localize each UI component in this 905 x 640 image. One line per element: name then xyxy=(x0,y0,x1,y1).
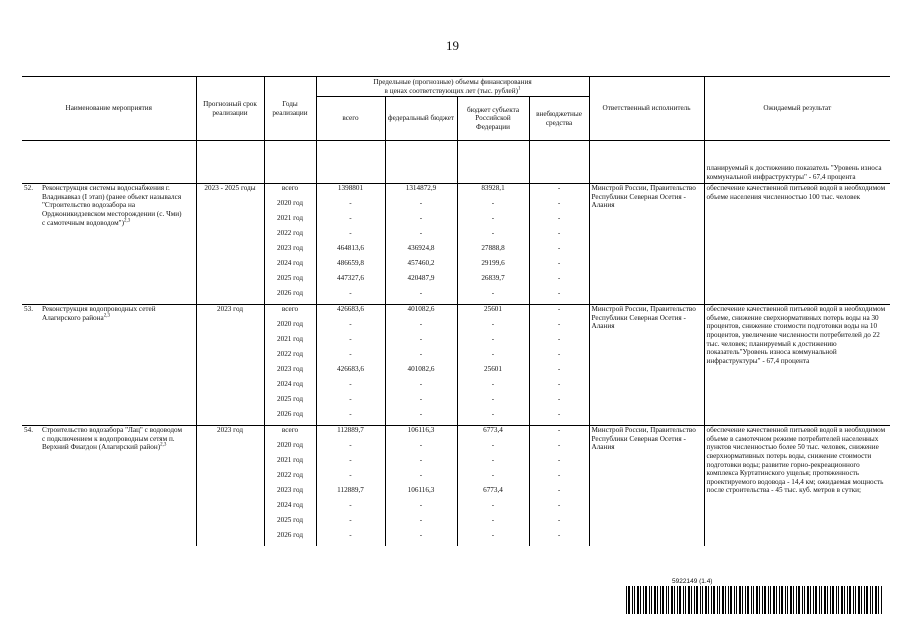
barcode-bar xyxy=(770,586,771,614)
barcode-bar xyxy=(773,586,775,614)
offbudget-cell: - xyxy=(529,274,589,289)
barcode-bar xyxy=(841,586,843,614)
barcode-bar xyxy=(708,586,709,614)
subject-cell: - xyxy=(457,501,529,516)
federal-cell: - xyxy=(385,501,457,516)
barcode-bar xyxy=(700,586,701,614)
barcode-bar xyxy=(793,586,794,614)
barcode-bar xyxy=(628,586,630,614)
year-cell: 2026 год xyxy=(264,410,316,426)
barcode-bar xyxy=(881,586,882,614)
barcode-bar xyxy=(736,586,737,614)
subject-cell: 6773,4 xyxy=(457,426,529,442)
barcode-bar xyxy=(657,586,658,614)
subject-cell: - xyxy=(457,229,529,244)
total-cell: - xyxy=(316,395,385,410)
barcode-bar xyxy=(691,586,692,614)
offbudget-cell: - xyxy=(529,456,589,471)
total-cell: 426683,6 xyxy=(316,305,385,321)
barcode-image xyxy=(624,586,886,614)
barcode-bar xyxy=(683,586,684,614)
federal-cell: 106116,3 xyxy=(385,486,457,501)
year-cell: 2020 год xyxy=(264,441,316,456)
item-name-cell xyxy=(22,184,196,305)
barcode-bar xyxy=(753,586,754,614)
year-cell: 2020 год xyxy=(264,199,316,214)
barcode-bar xyxy=(838,586,839,614)
continuation-row xyxy=(22,141,890,184)
barcode-bar xyxy=(790,586,792,614)
total-cell: 112889,7 xyxy=(316,426,385,442)
barcode-bar xyxy=(855,586,856,614)
year-cell: 2025 год xyxy=(264,395,316,410)
header-years: Годы реализации xyxy=(264,77,316,141)
year-cell: 2025 год xyxy=(264,516,316,531)
total-cell: - xyxy=(316,214,385,229)
offbudget-cell: - xyxy=(529,471,589,486)
subject-cell: 25601 xyxy=(457,365,529,380)
item-number: 53. xyxy=(24,305,33,314)
barcode-bar xyxy=(694,586,695,614)
item-term: 2023 - 2025 годы xyxy=(196,184,264,305)
total-cell: - xyxy=(316,380,385,395)
offbudget-cell: - xyxy=(529,350,589,365)
barcode-bar xyxy=(634,586,635,614)
header-funding-line2: в ценах соответствующих лет (тыс. рублей) xyxy=(384,86,518,95)
barcode-bar xyxy=(688,586,690,614)
subject-cell: - xyxy=(457,410,529,426)
barcode-bar xyxy=(858,586,860,614)
subject-cell: - xyxy=(457,320,529,335)
barcode-bar xyxy=(762,586,763,614)
year-cell: всего xyxy=(264,184,316,200)
barcode-bar xyxy=(728,586,729,614)
federal-cell: 106116,3 xyxy=(385,426,457,442)
total-cell: - xyxy=(316,531,385,546)
year-cell: 2025 год xyxy=(264,274,316,289)
barcode-bar xyxy=(866,586,868,614)
barcode-bar xyxy=(807,586,809,614)
total-cell: - xyxy=(316,471,385,486)
barcode-bar xyxy=(679,586,681,614)
continuation-text: планируемый к достижению показатель "Уровень износа коммунальной инфраструктуры" - 67,4 процента xyxy=(704,141,890,184)
barcode-bar xyxy=(764,586,766,614)
barcode-bar xyxy=(645,586,647,614)
barcode-bar xyxy=(713,586,715,614)
barcode-bar xyxy=(677,586,678,614)
subject-cell: - xyxy=(457,214,529,229)
total-cell: - xyxy=(316,456,385,471)
total-cell: - xyxy=(316,441,385,456)
federal-cell: - xyxy=(385,516,457,531)
page-number: 19 xyxy=(446,38,459,53)
offbudget-cell: - xyxy=(529,259,589,274)
subject-cell: 6773,4 xyxy=(457,486,529,501)
barcode-bar xyxy=(796,586,797,614)
subject-cell: 29199,6 xyxy=(457,259,529,274)
subject-cell: - xyxy=(457,456,529,471)
item-result: обеспечение качественной питьевой водой в необходимом объеме в самотечном режиме потребителей населенных пунктов численностью более 50 тыс. человек, снижение сверхнормативных потерь воды, снижение стоимости подготовки воды; развитие горно-рекреационного комплекса Куртатинского ущелья; протяженность проектируемого водовода - 14,4 км; ожидаемая мощность после строительства - 45 тыс. куб. метров в сутки; xyxy=(704,426,890,547)
federal-cell: 401082,6 xyxy=(385,365,457,380)
barcode-bar xyxy=(864,586,865,614)
total-cell: - xyxy=(316,289,385,305)
item-executor: Минстрой России, Правительство Республики Северная Осетия - Алания xyxy=(589,184,704,305)
offbudget-cell: - xyxy=(529,426,589,442)
item-executor: Минстрой России, Правительство Республики Северная Осетия - Алания xyxy=(589,426,704,547)
subject-cell: - xyxy=(457,199,529,214)
barcode-bar xyxy=(781,586,783,614)
barcode-bar xyxy=(734,586,735,614)
barcode-bar xyxy=(779,586,780,614)
federal-cell: - xyxy=(385,441,457,456)
total-cell: - xyxy=(316,335,385,350)
item-name-wrap xyxy=(42,184,182,227)
offbudget-cell: - xyxy=(529,244,589,259)
barcode-bar xyxy=(654,586,656,614)
year-cell: 2021 год xyxy=(264,214,316,229)
table-row xyxy=(22,426,890,442)
barcode-bar xyxy=(821,586,822,614)
subject-cell: - xyxy=(457,395,529,410)
barcode-bar xyxy=(787,586,788,614)
barcode-bar xyxy=(685,586,686,614)
barcode-bar xyxy=(632,586,633,614)
year-cell: 2021 год xyxy=(264,456,316,471)
header-funding xyxy=(316,77,589,97)
total-cell: 426683,6 xyxy=(316,365,385,380)
federal-cell: - xyxy=(385,320,457,335)
federal-cell: - xyxy=(385,214,457,229)
barcode-bar xyxy=(802,586,803,614)
offbudget-cell: - xyxy=(529,380,589,395)
federal-cell: 457460,2 xyxy=(385,259,457,274)
barcode-bar xyxy=(785,586,786,614)
year-cell: 2024 год xyxy=(264,259,316,274)
year-cell: 2026 год xyxy=(264,531,316,546)
offbudget-cell: - xyxy=(529,531,589,546)
barcode-bar xyxy=(745,586,746,614)
total-cell: 1398801 xyxy=(316,184,385,200)
barcode-bar xyxy=(739,586,741,614)
item-result: обеспечение качественной питьевой водой в необходимом объеме населения численностью 100 тыс. человек xyxy=(704,184,890,305)
barcode-bar xyxy=(666,586,667,614)
header-funding-line1: Предельные (прогнозные) объемы финансирования xyxy=(373,78,532,86)
funding-table xyxy=(22,76,890,546)
year-cell: 2023 год xyxy=(264,365,316,380)
year-cell: 2021 год xyxy=(264,335,316,350)
subject-cell: - xyxy=(457,441,529,456)
item-result: обеспечение качественной питьевой водой в необходимом объеме, снижение сверхнормативных потерь воды на 30 процентов, снижение стоимости подготовки воды на 10 процентов, увеличение численности потребителей до 22 тыс. человек; планируемый к достижению показатель"Уровень износа коммунальной инфраструктуры" - 67,4 процента xyxy=(704,305,890,426)
barcode-bar xyxy=(798,586,800,614)
barcode-bar xyxy=(722,586,724,614)
total-cell: 464813,6 xyxy=(316,244,385,259)
barcode-bar xyxy=(870,586,871,614)
offbudget-cell: - xyxy=(529,199,589,214)
federal-cell: 1314872,9 xyxy=(385,184,457,200)
barcode-bar xyxy=(853,586,854,614)
offbudget-cell: - xyxy=(529,320,589,335)
barcode-bar xyxy=(756,586,758,614)
total-cell: 447327,6 xyxy=(316,274,385,289)
barcode-bar xyxy=(872,586,873,614)
offbudget-cell: - xyxy=(529,184,589,200)
barcode-bar xyxy=(810,586,811,614)
header-term: Прогнозный срок реализации xyxy=(196,77,264,141)
subject-cell: - xyxy=(457,380,529,395)
year-cell: 2022 год xyxy=(264,229,316,244)
barcode-bar xyxy=(815,586,817,614)
barcode-number: 5922149 (1.4) xyxy=(672,578,713,585)
item-name: Реконструкция системы водоснабжения г. Владикавказ (I этап) (ранее объект назывался "Строительство водозабора на Орджоникидзевском месторождении (с. Чми) с самотечным водоводом") xyxy=(42,184,182,227)
item-name-cell xyxy=(22,305,196,426)
barcode-bar xyxy=(849,586,851,614)
total-cell: - xyxy=(316,410,385,426)
barcode-bar xyxy=(813,586,814,614)
header-executor: Ответственный исполнитель xyxy=(589,77,704,141)
year-cell: 2024 год xyxy=(264,380,316,395)
barcode-bar xyxy=(878,586,879,614)
barcode-bar xyxy=(819,586,820,614)
barcode-bar xyxy=(674,586,675,614)
offbudget-cell: - xyxy=(529,289,589,305)
item-name-cell xyxy=(22,426,196,547)
federal-cell: - xyxy=(385,229,457,244)
federal-cell: 420487,9 xyxy=(385,274,457,289)
barcode-bar xyxy=(696,586,698,614)
header-funding-sup: 1 xyxy=(517,86,521,92)
offbudget-cell: - xyxy=(529,395,589,410)
item-name: Реконструкция водопроводных сетей Алагирского района xyxy=(42,305,156,322)
header-total: всего xyxy=(316,97,385,141)
federal-cell: - xyxy=(385,335,457,350)
subject-cell: - xyxy=(457,289,529,305)
offbudget-cell: - xyxy=(529,501,589,516)
total-cell: 486659,8 xyxy=(316,259,385,274)
offbudget-cell: - xyxy=(529,214,589,229)
offbudget-cell: - xyxy=(529,486,589,501)
total-cell: - xyxy=(316,229,385,244)
barcode-bar xyxy=(742,586,743,614)
barcode-bar xyxy=(751,586,752,614)
year-cell: 2020 год xyxy=(264,320,316,335)
barcode-bar xyxy=(637,586,639,614)
barcode-bar xyxy=(730,586,732,614)
barcode-bar xyxy=(861,586,862,614)
federal-cell: - xyxy=(385,289,457,305)
header-offbudget: внебюджетные средства xyxy=(529,97,589,141)
federal-cell: - xyxy=(385,350,457,365)
subject-cell: 83928,1 xyxy=(457,184,529,200)
total-cell: - xyxy=(316,350,385,365)
item-number: 52. xyxy=(24,184,33,193)
barcode-bar xyxy=(830,586,831,614)
year-cell: 2024 год xyxy=(264,501,316,516)
total-cell: - xyxy=(316,501,385,516)
year-cell: 2026 год xyxy=(264,289,316,305)
barcode-bar xyxy=(705,586,707,614)
subject-cell: - xyxy=(457,471,529,486)
barcode-bar xyxy=(717,586,718,614)
barcode-bar xyxy=(660,586,661,614)
barcode-bar xyxy=(662,586,664,614)
barcode-bar xyxy=(759,586,760,614)
federal-cell: - xyxy=(385,456,457,471)
table-row xyxy=(22,305,890,321)
offbudget-cell: - xyxy=(529,229,589,244)
header-result: Ожидаемый результат xyxy=(704,77,890,141)
total-cell: - xyxy=(316,199,385,214)
item-name-footnote: 2,3 xyxy=(160,442,167,448)
item-executor: Минстрой России, Правительство Республики Северная Осетия - Алания xyxy=(589,305,704,426)
year-cell: 2023 год xyxy=(264,486,316,501)
barcode-bar xyxy=(836,586,837,614)
barcode-bar xyxy=(651,586,652,614)
federal-cell: - xyxy=(385,199,457,214)
item-term: 2023 год xyxy=(196,305,264,426)
total-cell: 112889,7 xyxy=(316,486,385,501)
offbudget-cell: - xyxy=(529,305,589,321)
barcode-bar xyxy=(747,586,749,614)
barcode-bar xyxy=(776,586,777,614)
federal-cell: 401082,6 xyxy=(385,305,457,321)
subject-cell: 26839,7 xyxy=(457,274,529,289)
total-cell: - xyxy=(316,320,385,335)
barcode-bar xyxy=(832,586,834,614)
barcode-bar xyxy=(702,586,703,614)
barcode-bar xyxy=(827,586,828,614)
year-cell: 2023 год xyxy=(264,244,316,259)
offbudget-cell: - xyxy=(529,516,589,531)
barcode-bar xyxy=(804,586,805,614)
item-name-footnote: 2,3 xyxy=(103,313,110,319)
barcode-bar xyxy=(668,586,669,614)
item-term: 2023 год xyxy=(196,426,264,547)
header-federal: федеральный бюджет xyxy=(385,97,457,141)
federal-cell: - xyxy=(385,380,457,395)
federal-cell: 436924,8 xyxy=(385,244,457,259)
item-name-wrap xyxy=(42,426,182,452)
subject-cell: - xyxy=(457,516,529,531)
federal-cell: - xyxy=(385,471,457,486)
subject-cell: 25601 xyxy=(457,305,529,321)
subject-cell: - xyxy=(457,531,529,546)
federal-cell: - xyxy=(385,531,457,546)
subject-cell: - xyxy=(457,350,529,365)
barcode-bar xyxy=(640,586,641,614)
year-cell: 2022 год xyxy=(264,471,316,486)
offbudget-cell: - xyxy=(529,335,589,350)
item-name-wrap xyxy=(42,305,182,322)
subject-cell: - xyxy=(457,335,529,350)
item-number: 54. xyxy=(24,426,33,435)
table-row xyxy=(22,184,890,200)
year-cell: всего xyxy=(264,305,316,321)
barcode-bar xyxy=(847,586,848,614)
item-name: Строительство водозабора "Лац" с водоводом с подключением к водопроводным сетям п. Верхний Фиагдон (Алагирский район) xyxy=(42,426,183,452)
federal-cell: - xyxy=(385,395,457,410)
barcode-bar xyxy=(768,586,769,614)
item-name-footnote: 2,3 xyxy=(124,218,131,224)
barcode-bar xyxy=(875,586,877,614)
offbudget-cell: - xyxy=(529,365,589,380)
header-name: Наименование мероприятия xyxy=(22,77,196,141)
year-cell: 2022 год xyxy=(264,350,316,365)
barcode-bar xyxy=(649,586,650,614)
barcode-bar xyxy=(844,586,845,614)
offbudget-cell: - xyxy=(529,410,589,426)
barcode-bar xyxy=(626,586,627,614)
barcode-bar xyxy=(643,586,644,614)
subject-cell: 27888,8 xyxy=(457,244,529,259)
barcode-bar xyxy=(671,586,673,614)
barcode-bar xyxy=(711,586,712,614)
barcode-bar xyxy=(719,586,720,614)
barcode-bar xyxy=(725,586,726,614)
barcode-bar xyxy=(824,586,826,614)
federal-cell: - xyxy=(385,410,457,426)
year-cell: всего xyxy=(264,426,316,442)
header-subject: бюджет субъекта Российской Федерации xyxy=(457,97,529,141)
total-cell: - xyxy=(316,516,385,531)
offbudget-cell: - xyxy=(529,441,589,456)
